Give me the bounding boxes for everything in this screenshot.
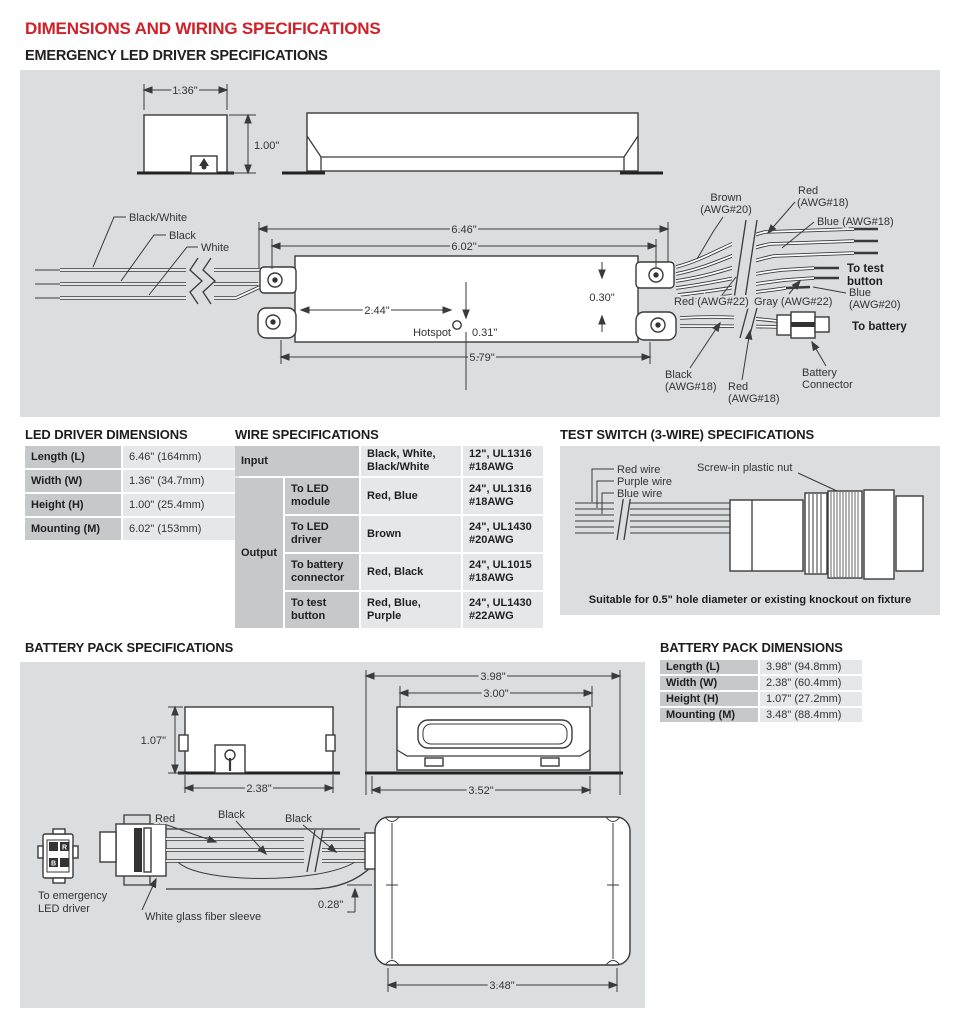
dim-value-cell: 1.00" (25.4mm) <box>123 494 239 516</box>
to-test-button-label-2: button <box>847 276 883 288</box>
dim-end-width: 1.36" <box>172 85 198 97</box>
wire-label-blue20-awg: (AWG#20) <box>849 299 901 311</box>
test-switch-panel <box>560 446 940 615</box>
dim-battery-mounting: 3.48" <box>489 980 515 992</box>
wire-specifications-table <box>233 444 545 630</box>
dim-battery-length: 3.98" <box>480 671 506 683</box>
sleeve-label: White glass fiber sleeve <box>145 911 262 923</box>
dim-battery-tabs: 3.52" <box>468 785 494 797</box>
dim-label-cell: Mounting (M) <box>660 708 758 722</box>
dim-value-cell: 6.46" (164mm) <box>123 446 239 468</box>
dim-hotspot-x: 2.44" <box>364 305 390 317</box>
test-wire-label-red: Red wire <box>617 464 661 476</box>
dim-overall-length: 6.46" <box>451 224 477 236</box>
test-wire-label-blue: Blue wire <box>617 488 663 500</box>
table-row <box>25 446 239 468</box>
table-row <box>25 518 239 540</box>
wire-label-red18-bottom: Red <box>728 381 749 393</box>
battery-wire-label-red: Red <box>155 813 176 825</box>
wire-label-red18-top: Red <box>798 185 819 197</box>
pin-letter-b: B <box>50 860 57 868</box>
wire-spec-cell: 24", UL1430 #22AWG <box>463 592 543 628</box>
wire-colors-cell: Red, Black <box>361 554 461 590</box>
input-wire-label-1: Black/White <box>129 212 188 224</box>
dim-value-cell: 6.02" (153mm) <box>123 518 239 540</box>
wire-spec-cell: 12", UL1316 #18AWG <box>463 446 543 476</box>
plastic-nut-label: Screw-in plastic nut <box>697 462 793 474</box>
pin-letter-r: R <box>61 844 68 852</box>
input-wire-label-3: White <box>201 242 230 254</box>
to-emergency-driver-label-2: LED driver <box>38 903 90 915</box>
dim-hole-offset: 0.28" <box>318 899 344 911</box>
table-row <box>660 676 862 690</box>
table-row <box>235 446 543 476</box>
led-dimensions-title: LED DRIVER DIMENSIONS <box>25 427 188 442</box>
wire-colors-cell: Black, White, Black/White <box>361 446 461 476</box>
wire-specifications-title: WIRE SPECIFICATIONS <box>235 427 379 442</box>
dim-value-cell: 1.07" (27.2mm) <box>760 692 862 706</box>
plastic-nut <box>828 491 862 578</box>
wire-spec-cell: 24", UL1316 #18AWG <box>463 478 543 514</box>
input-wire-label-2: Black <box>169 230 196 242</box>
wire-label-black18: Black <box>665 369 692 381</box>
battery-dimensions-title: BATTERY PACK DIMENSIONS <box>660 640 843 655</box>
dim-label-cell: Width (W) <box>660 676 758 690</box>
dim-battery-width: 2.38" <box>246 783 272 795</box>
dim-battery-height: 1.07" <box>140 735 166 747</box>
driver-spec-panel <box>20 70 940 417</box>
hotspot-label: Hotspot <box>413 327 451 339</box>
dim-value-cell: 1.36" (34.7mm) <box>123 470 239 492</box>
output-label-cell: Output <box>235 478 283 628</box>
dim-mounting-length: 6.02" <box>451 241 477 253</box>
wire-colors-cell: Red, Blue, Purple <box>361 592 461 628</box>
table-row <box>660 708 862 722</box>
table-row <box>25 494 239 516</box>
dim-value-cell: 3.48" (88.4mm) <box>760 708 862 722</box>
dim-label-cell: Height (H) <box>25 494 121 516</box>
driver-spec-drawing <box>20 70 940 417</box>
battery-connector-label-2: Connector <box>802 379 853 391</box>
to-emergency-driver-label: To emergency <box>38 890 108 902</box>
test-wire-label-purple: Purple wire <box>617 476 673 488</box>
page-title: DIMENSIONS AND WIRING SPECIFICATIONS <box>25 19 381 38</box>
battery-top-view <box>365 670 623 797</box>
dim-label-cell: Height (H) <box>660 692 758 706</box>
to-battery-label: To battery <box>852 321 907 333</box>
test-switch-title: TEST SWITCH (3-WIRE) SPECIFICATIONS <box>560 427 815 442</box>
driver-section-title: EMERGENCY LED DRIVER SPECIFICATIONS <box>25 48 328 64</box>
dim-value-cell: 3.98" (94.8mm) <box>760 660 862 674</box>
wire-spec-cell: 24", UL1015 #18AWG <box>463 554 543 590</box>
input-label-cell: Input <box>235 446 359 476</box>
dim-label-cell: Mounting (M) <box>25 518 121 540</box>
dim-label-cell: Length (L) <box>25 446 121 468</box>
wire-label-blue18: Blue (AWG#18) <box>817 216 894 228</box>
battery-end-view <box>141 707 340 795</box>
driver-wiring-diagram <box>35 185 907 405</box>
test-switch-caption: Suitable for 0.5" hole diameter or existing knockout on fixture <box>588 594 912 606</box>
plug-connector-drawing <box>100 815 166 885</box>
driver-side-view <box>282 113 663 173</box>
dim-value-cell: 2.38" (60.4mm) <box>760 676 862 690</box>
dim-battery-slot: 3.00" <box>483 688 509 700</box>
wire-label-gray22: Gray (AWG#22) <box>754 296 833 308</box>
led-dimensions-table <box>23 444 241 542</box>
wire-spec-cell: 24", UL1430 #20AWG <box>463 516 543 552</box>
dim-label-cell: Length (L) <box>660 660 758 674</box>
battery-connector-drawing <box>777 312 829 338</box>
hotspot-mark <box>453 321 461 329</box>
table-row <box>660 660 862 674</box>
table-row <box>235 478 543 514</box>
battery-pack-panel <box>20 662 645 1008</box>
dim-label-cell: Width (W) <box>25 470 121 492</box>
wire-label-black18-awg: (AWG#18) <box>665 381 717 393</box>
battery-pack-drawing <box>20 662 645 1008</box>
wire-colors-cell: Red, Blue <box>361 478 461 514</box>
battery-side-view <box>38 809 630 992</box>
output-dest-cell: To LED driver <box>285 516 359 552</box>
battery-pack-title: BATTERY PACK SPECIFICATIONS <box>25 640 234 655</box>
wire-label-blue20: Blue <box>849 287 872 299</box>
battery-dimensions-table <box>658 658 864 724</box>
battery-wire-label-black2: Black <box>285 813 312 825</box>
to-test-button-label: To test <box>847 263 884 275</box>
battery-connector-label: Battery <box>802 367 837 379</box>
dim-end-height: 1.00" <box>254 140 280 152</box>
test-switch-drawing <box>560 446 940 615</box>
table-row <box>660 692 862 706</box>
led-driver-connector-icon <box>38 829 78 883</box>
wire-label-red22: Red (AWG#22) <box>674 296 749 308</box>
wire-label-brown-awg: (AWG#20) <box>700 204 752 216</box>
wire-label-red18-top-awg: (AWG#18) <box>797 197 849 209</box>
output-dest-cell: To battery connector <box>285 554 359 590</box>
output-dest-cell: To LED module <box>285 478 359 514</box>
battery-wire-label-black1: Black <box>218 809 245 821</box>
output-dest-cell: To test button <box>285 592 359 628</box>
driver-end-view <box>137 84 279 173</box>
wire-label-brown: Brown <box>710 192 742 204</box>
table-row <box>25 470 239 492</box>
dim-hole-offset: 0.30" <box>589 292 615 304</box>
wire-colors-cell: Brown <box>361 516 461 552</box>
dim-bottom-length: 5.79" <box>469 352 495 364</box>
wire-label-red18-bottom-awg: (AWG#18) <box>728 393 780 405</box>
dim-hotspot-y: 0.31" <box>472 327 498 339</box>
